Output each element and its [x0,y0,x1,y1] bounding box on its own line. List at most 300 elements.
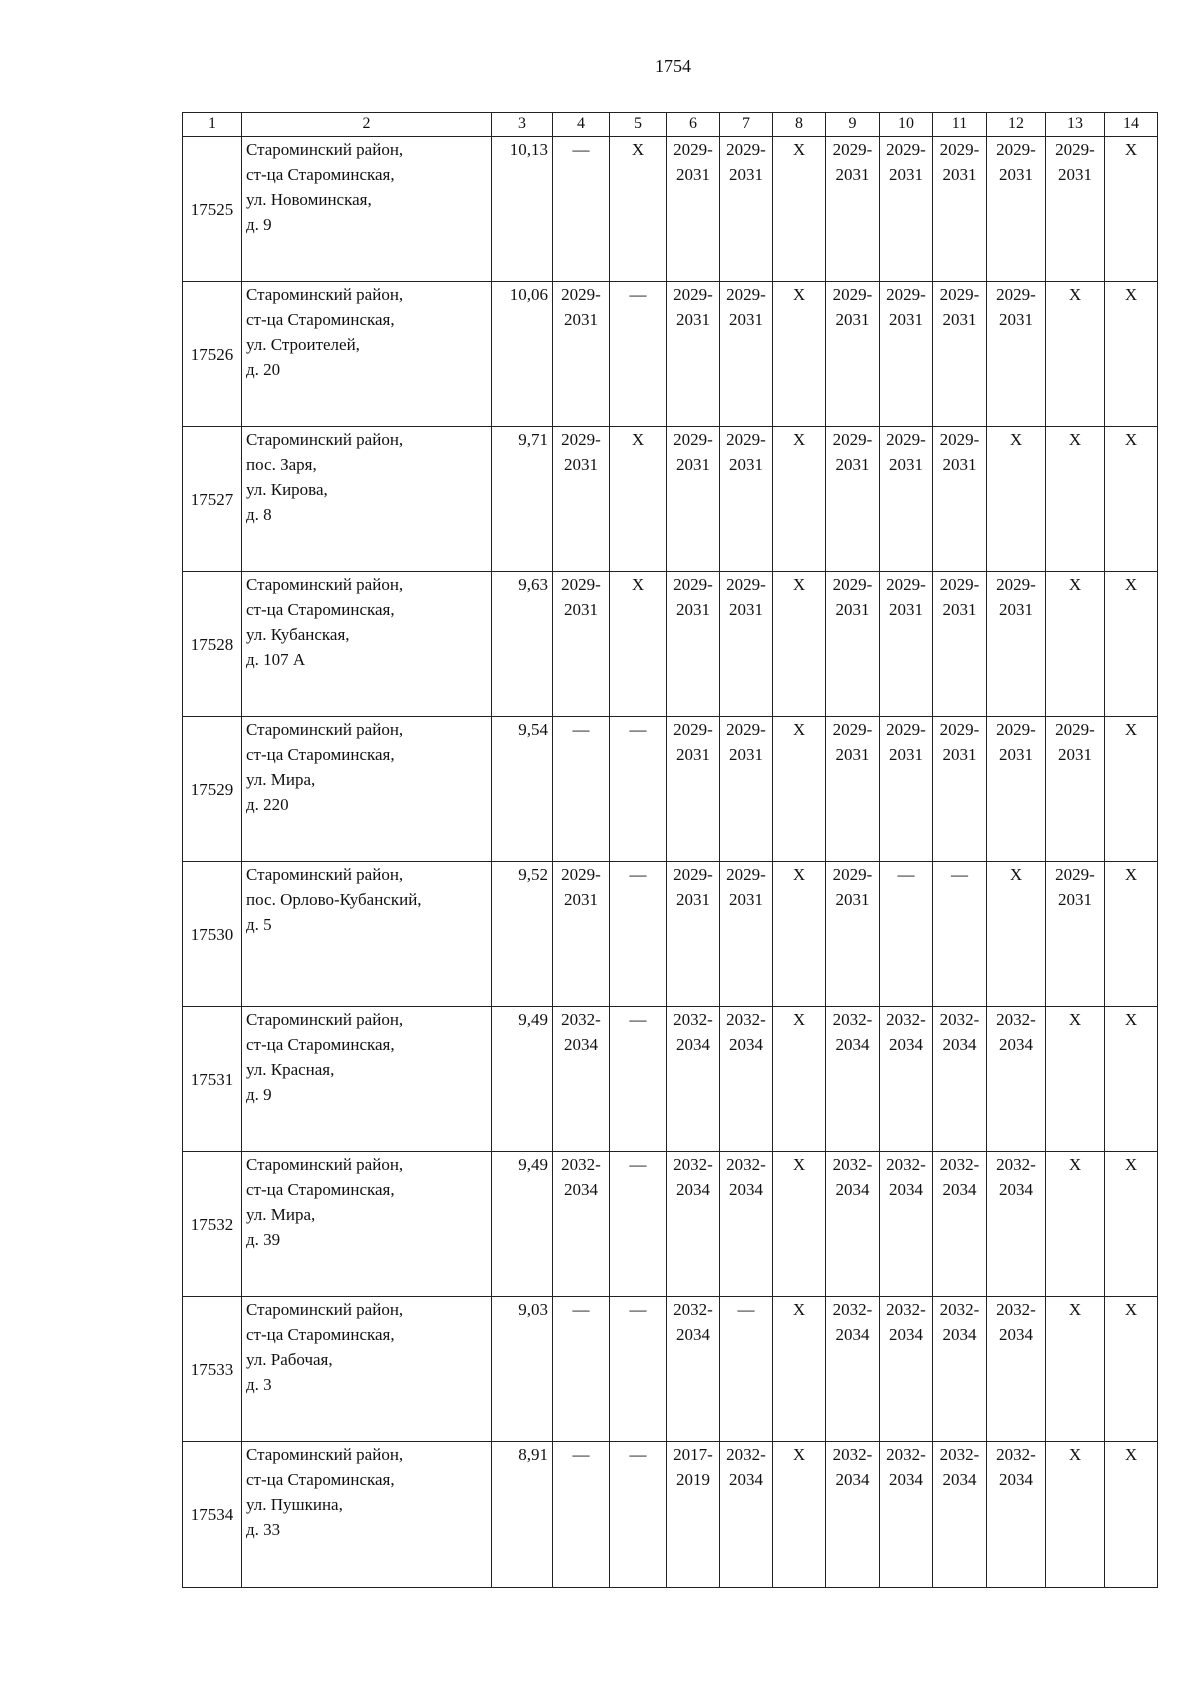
row-number-cell: 17532 [183,1152,242,1297]
schedule-cell [880,282,933,427]
schedule-cell-text: Х [1068,575,1082,594]
schedule-cell-text: Х [1124,720,1138,739]
schedule-cell [667,427,720,572]
schedule-cell-text: — [572,140,590,159]
schedule-cell [826,1152,880,1297]
schedule-cell-text: 2031 [889,310,923,329]
schedule-cell [826,717,880,862]
schedule-cell-text: 2031 [999,745,1033,764]
schedule-cell-text: — [629,1445,647,1464]
schedule-cell-text: 2034 [564,1035,598,1054]
address-line: д. 20 [246,360,281,379]
schedule-cell [610,1007,667,1152]
schedule-cell-text: 2034 [942,1035,977,1054]
address-cell [242,1297,492,1442]
schedule-cell-text: 2029- [939,430,980,449]
schedule-cell [667,572,720,717]
address-line: Староминский район, [246,575,404,594]
schedule-cell-text: 2032- [832,1155,873,1174]
schedule-cell-text: 2029- [886,140,926,159]
schedule-cell [720,1007,773,1152]
schedule-cell-text: 2031 [729,745,763,764]
schedule-cell-text: 2034 [676,1180,710,1199]
address-line: Староминский район, [246,1010,404,1029]
schedule-cell [1046,572,1105,717]
schedule-cell-text: Х [792,1300,806,1319]
schedule-cell-text: 2029- [939,140,980,159]
schedule-cell [880,427,933,572]
column-header: 13 [1046,113,1105,137]
schedule-cell-text: Х [1124,1300,1138,1319]
column-header: 4 [553,113,610,137]
schedule-cell [720,862,773,1007]
schedule-cell-text: 2031 [999,600,1033,619]
row-number-cell: 17528 [183,572,242,717]
schedule-cell [880,1152,933,1297]
schedule-cell [880,137,933,282]
schedule-cell [987,1442,1046,1588]
schedule-cell-text: Х [792,1010,806,1029]
schedule-cell-text: — [629,865,647,884]
schedule-cell [773,427,826,572]
schedule-cell-text: 2034 [942,1180,977,1199]
schedule-cell [826,1297,880,1442]
schedule-cell [553,427,610,572]
value-cell: 9,03 [492,1297,553,1442]
address-cell [242,1007,492,1152]
schedule-cell-text: 2031 [1058,745,1092,764]
address-line: д. 5 [246,915,272,934]
table-body [183,137,1158,1588]
schedule-cell-text: 2029- [561,575,601,594]
address-line: Староминский район, [246,430,404,449]
schedule-cell-text: 2034 [889,1470,923,1489]
schedule-cell-text: Х [1124,1445,1138,1464]
schedule-cell [933,282,987,427]
schedule-cell-text: 2032- [726,1010,766,1029]
schedule-cell-text: 2032- [996,1300,1036,1319]
schedule-cell [667,717,720,862]
schedule-cell [880,717,933,862]
schedule-cell [773,1007,826,1152]
schedule-cell-text: — [572,1300,590,1319]
schedule-cell-text: 2031 [1058,165,1092,184]
row-number-cell: 17531 [183,1007,242,1152]
schedule-cell-text: 2029- [939,285,980,304]
schedule-cell-text: — [629,285,647,304]
address-line: ст-ца Староминская, [246,1470,395,1489]
schedule-cell-text: 2029- [673,720,713,739]
schedule-cell [1046,137,1105,282]
schedule-cell-text: 2032- [832,1300,873,1319]
column-header: 6 [667,113,720,137]
row-number-cell: 17527 [183,427,242,572]
row-number-cell: 17534 [183,1442,242,1588]
schedule-cell [720,427,773,572]
schedule-cell-text: 2029- [832,140,873,159]
schedule-cell [667,1297,720,1442]
schedule-cell [1105,572,1158,717]
schedule-cell-text: 2029- [561,430,601,449]
schedule-cell-text: 2029- [996,140,1036,159]
schedule-cell-text: 2031 [729,310,763,329]
schedule-cell [1105,717,1158,862]
schedule-cell-text: 2032- [832,1010,873,1029]
schedule-cell-text: Х [631,140,645,159]
schedule-cell-text: Х [1068,1445,1082,1464]
value-cell: 9,49 [492,1152,553,1297]
schedule-cell [826,1007,880,1152]
value-cell: 9,49 [492,1007,553,1152]
address-cell [242,717,492,862]
value-cell: 8,91 [492,1442,553,1588]
address-line: ул. Красная, [246,1060,335,1079]
schedule-cell-text: 2029- [561,865,601,884]
schedule-cell-text: 2034 [835,1180,870,1199]
schedule-cell [1105,137,1158,282]
schedule-cell-text: 2032- [726,1155,766,1174]
schedule-cell [667,862,720,1007]
schedule-cell-text: Х [792,430,806,449]
schedule-cell-text: 2031 [676,455,710,474]
value-cell: 9,52 [492,862,553,1007]
schedule-cell [987,1297,1046,1442]
schedule-cell-text: 2031 [942,310,977,329]
schedule-cell-text: 2029- [832,430,873,449]
schedule-cell [826,572,880,717]
address-cell [242,1152,492,1297]
schedule-cell [610,1297,667,1442]
schedule-cell-text: 2031 [835,600,870,619]
schedule-cell [880,572,933,717]
schedule-cell-text: 2029- [886,720,926,739]
schedule-cell [667,1007,720,1152]
schedule-cell [720,1442,773,1588]
schedule-cell-text: Х [792,1155,806,1174]
address-cell [242,862,492,1007]
schedule-cell [1105,1442,1158,1588]
schedule-cell-text: 2031 [835,310,870,329]
address-line: ул. Кубанская, [246,625,350,644]
schedule-cell [553,1152,610,1297]
value-cell: 10,13 [492,137,553,282]
schedule-cell-text: 2032- [886,1155,926,1174]
schedule-cell-text: 2031 [564,890,598,909]
table-row [183,862,1158,1007]
address-line: д. 9 [246,215,272,234]
schedule-cell-text: Х [1124,430,1138,449]
schedule-cell [880,862,933,1007]
row-number-cell: 17525 [183,137,242,282]
schedule-cell-text: 2031 [564,455,598,474]
schedule-cell-text: Х [792,285,806,304]
schedule-cell-text: 2031 [889,165,923,184]
schedule-table [182,112,1158,1588]
schedule-cell [1046,1152,1105,1297]
schedule-cell-text: 2034 [729,1470,763,1489]
schedule-cell-text: 2031 [999,165,1033,184]
schedule-cell-text: 2034 [999,1325,1033,1344]
schedule-cell-text: 2029- [939,575,980,594]
schedule-cell-text: 2032- [832,1445,873,1464]
schedule-cell-text: 2032- [886,1300,926,1319]
schedule-cell-text: 2031 [729,455,763,474]
page-number: 1754 [655,56,691,76]
value-cell: 9,54 [492,717,553,862]
row-number-cell: 17526 [183,282,242,427]
schedule-cell-text: 2029- [886,285,926,304]
schedule-cell-text: 2019 [676,1470,710,1489]
schedule-cell-text: — [737,1300,755,1319]
schedule-cell [1046,1297,1105,1442]
address-line: Староминский район, [246,1155,404,1174]
address-line: ст-ца Староминская, [246,1035,395,1054]
schedule-cell-text: 2031 [676,745,710,764]
schedule-cell-text: Х [1068,1155,1082,1174]
schedule-cell-text: 2029- [832,720,873,739]
address-line: д. 9 [246,1085,272,1104]
schedule-cell-text: 2031 [564,310,598,329]
schedule-cell-text: 2031 [729,165,763,184]
schedule-cell [880,1007,933,1152]
schedule-cell-text: — [629,1155,647,1174]
schedule-cell-text: Х [1009,865,1023,884]
column-header: 3 [492,113,553,137]
schedule-cell [773,1442,826,1588]
schedule-cell [987,717,1046,862]
address-cell [242,427,492,572]
schedule-cell [987,1152,1046,1297]
schedule-cell-text: 2032- [673,1010,713,1029]
column-header: 5 [610,113,667,137]
schedule-cell-text: 2031 [942,600,977,619]
schedule-cell-text: 2031 [835,890,870,909]
table-row [183,1152,1158,1297]
schedule-cell [933,717,987,862]
schedule-cell-text: Х [792,575,806,594]
schedule-cell-text: 2032- [939,1300,980,1319]
schedule-cell-text: 2034 [729,1035,763,1054]
schedule-cell-text: 2031 [676,310,710,329]
column-header: 8 [773,113,826,137]
schedule-cell-text: Х [792,1445,806,1464]
schedule-cell-text: Х [1068,285,1082,304]
schedule-cell [610,1442,667,1588]
schedule-cell-text: 2032- [673,1155,713,1174]
schedule-cell-text: 2029- [673,865,713,884]
schedule-cell [933,137,987,282]
schedule-cell-text: 2031 [729,600,763,619]
schedule-cell-text: 2032- [996,1445,1036,1464]
address-line: д. 220 [246,795,289,814]
schedule-cell [720,1297,773,1442]
address-line: ст-ца Староминская, [246,310,395,329]
column-header: 11 [933,113,987,137]
schedule-cell-text: 2034 [564,1180,598,1199]
schedule-cell-text: Х [792,140,806,159]
schedule-cell [773,137,826,282]
schedule-cell-text: Х [1009,430,1023,449]
address-line: ул. Пушкина, [246,1495,343,1514]
address-line: ул. Мира, [246,770,316,789]
schedule-cell-text: 2029- [726,575,766,594]
schedule-cell-text: 2034 [835,1325,870,1344]
address-line: пос. Орлово-Кубанский, [246,890,422,909]
table-row [183,1442,1158,1588]
schedule-cell-text: 2031 [942,165,977,184]
schedule-cell [933,862,987,1007]
schedule-cell-text: 2032- [561,1010,601,1029]
address-cell [242,137,492,282]
schedule-cell [553,137,610,282]
row-number-cell: 17529 [183,717,242,862]
schedule-cell-text: 2031 [729,890,763,909]
schedule-cell-text: 2029- [1055,140,1095,159]
schedule-cell-text: 2029- [673,140,713,159]
schedule-cell-text: 2032- [939,1445,980,1464]
address-line: ул. Новоминская, [246,190,372,209]
schedule-cell [826,427,880,572]
address-line: Староминский район, [246,720,404,739]
schedule-cell-text: 2031 [942,745,977,764]
schedule-cell-text: 2034 [999,1035,1033,1054]
schedule-cell-text: Х [1124,285,1138,304]
schedule-cell [1046,717,1105,862]
schedule-cell [720,1152,773,1297]
schedule-cell-text: 2034 [999,1470,1033,1489]
schedule-cell-text: 2029- [996,285,1036,304]
schedule-cell [667,1152,720,1297]
address-line: д. 8 [246,505,272,524]
schedule-cell [553,717,610,862]
address-cell [242,572,492,717]
schedule-cell [1105,1007,1158,1152]
table-row [183,427,1158,572]
schedule-cell [933,1297,987,1442]
address-line: пос. Заря, [246,455,317,474]
schedule-cell-text: 2029- [726,430,766,449]
schedule-cell-text: 2032- [939,1010,980,1029]
schedule-cell [933,572,987,717]
schedule-cell-text: 2034 [835,1470,870,1489]
schedule-cell-text: Х [1124,575,1138,594]
schedule-cell [1105,1152,1158,1297]
schedule-cell-text: 2031 [889,745,923,764]
column-header: 7 [720,113,773,137]
schedule-cell [553,1297,610,1442]
schedule-cell-text: 2029- [726,285,766,304]
schedule-cell [880,1442,933,1588]
schedule-cell-text: Х [1124,140,1138,159]
schedule-cell-text: 2029- [832,285,873,304]
schedule-cell [720,717,773,862]
address-line: ул. Рабочая, [246,1350,333,1369]
header-row [183,113,1158,137]
schedule-cell [826,282,880,427]
schedule-cell [1046,1007,1105,1152]
schedule-cell [987,427,1046,572]
schedule-cell [773,1152,826,1297]
schedule-cell [1046,1442,1105,1588]
schedule-cell-text: — [572,720,590,739]
column-header: 12 [987,113,1046,137]
schedule-cell-text: 2031 [889,455,923,474]
schedule-cell [1105,282,1158,427]
table-row [183,1297,1158,1442]
row-number-cell: 17533 [183,1297,242,1442]
column-header: 9 [826,113,880,137]
schedule-cell [933,1152,987,1297]
schedule-cell [933,1442,987,1588]
schedule-cell [1105,1297,1158,1442]
schedule-cell [826,862,880,1007]
schedule-cell [553,1007,610,1152]
schedule-cell [1046,282,1105,427]
schedule-cell-text: 2031 [835,745,870,764]
schedule-cell [933,427,987,572]
schedule-cell [553,282,610,427]
schedule-cell-text: Х [1124,865,1138,884]
address-line: ст-ца Староминская, [246,1180,395,1199]
schedule-cell-text: Х [1124,1155,1138,1174]
schedule-cell [773,1297,826,1442]
address-line: ст-ца Староминская, [246,600,395,619]
schedule-cell [610,862,667,1007]
address-line: Староминский район, [246,140,404,159]
schedule-cell-text: 2031 [835,165,870,184]
address-line: д. 39 [246,1230,281,1249]
schedule-cell-text: — [629,1300,647,1319]
schedule-cell-text: 2034 [676,1035,710,1054]
schedule-cell-text: 2029- [726,720,766,739]
table-row [183,137,1158,282]
schedule-cell-text: Х [792,720,806,739]
column-header: 1 [183,113,242,137]
address-line: Староминский район, [246,1300,404,1319]
schedule-cell-text: 2034 [676,1325,710,1344]
schedule-cell [826,137,880,282]
schedule-cell [610,572,667,717]
schedule-cell [610,137,667,282]
address-line: ул. Мира, [246,1205,316,1224]
schedule-cell [987,862,1046,1007]
schedule-cell-text: 2031 [676,600,710,619]
schedule-cell [667,1442,720,1588]
schedule-cell [987,137,1046,282]
schedule-cell-text: 2034 [835,1035,870,1054]
address-line: ст-ца Староминская, [246,165,395,184]
schedule-cell [610,717,667,862]
address-line: Староминский район, [246,1445,404,1464]
schedule-cell-text: 2029- [886,430,926,449]
schedule-cell-text: Х [1068,430,1082,449]
schedule-cell-text: 2034 [889,1325,923,1344]
column-header: 2 [242,113,492,137]
address-line: ул. Строителей, [246,335,360,354]
address-line: д. 3 [246,1375,272,1394]
schedule-cell-text: Х [631,575,645,594]
schedule-cell-text: 2029- [996,575,1036,594]
schedule-cell-text: 2029- [1055,865,1095,884]
address-line: ул. Кирова, [246,480,328,499]
schedule-cell-text: 2032- [561,1155,601,1174]
schedule-cell-text: Х [1068,1010,1082,1029]
schedule-cell-text: Х [1124,1010,1138,1029]
schedule-cell [826,1442,880,1588]
row-number-cell: 17530 [183,862,242,1007]
schedule-cell [880,1297,933,1442]
address-cell [242,282,492,427]
